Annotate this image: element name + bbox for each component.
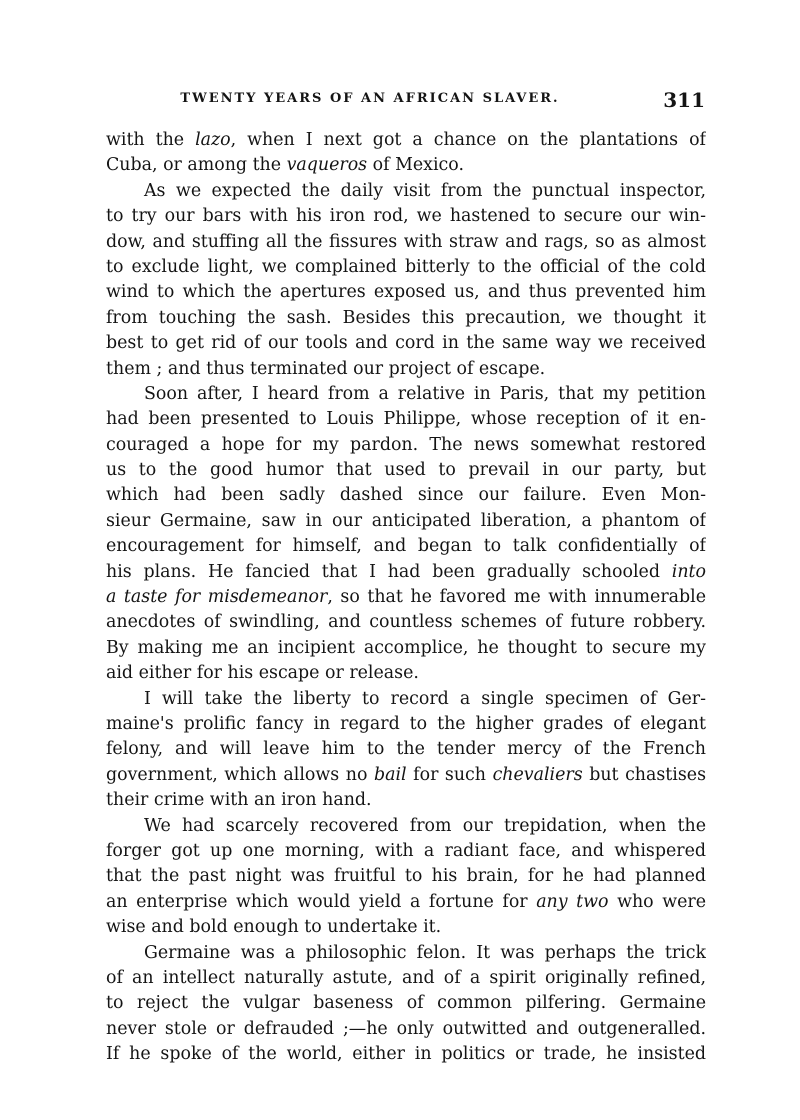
text-line: government, which allows no bail for such chevaliers but chastises <box>106 764 706 785</box>
text-line: sieur Germaine, saw in our anticipated liberation, a phantom of <box>106 510 706 531</box>
text-line: a taste for misdemeanor, so that he favored me with innumerable <box>106 587 706 608</box>
text-line: their crime with an iron hand. <box>106 790 372 811</box>
text-line: from touching the sash. Besides this precaution, we thought it <box>106 307 706 328</box>
text-line: to try our bars with his iron rod, we hastened to secure our win- <box>106 206 706 227</box>
text-line: By making me an incipient accomplice, he thought to secure my <box>106 637 706 658</box>
text-line: never stole or defrauded ;—he only outwitted and outgeneralled. <box>106 1018 706 1039</box>
text-line: to reject the vulgar baseness of common pilfering. Germaine <box>106 993 706 1014</box>
text-line: We had scarcely recovered from our trepidation, when the <box>144 815 706 836</box>
text-line: couraged a hope for my pardon. The news somewhat restored <box>106 434 706 455</box>
text-line: encouragement for himself, and began to talk confidentially of <box>106 536 706 557</box>
text-line: of an intellect naturally astute, and of a spirit originally refined, <box>106 967 706 988</box>
text-line: anecdotes of swindling, and countless schemes of future robbery. <box>106 612 706 633</box>
text-line: had been presented to Louis Philippe, whose reception of it en- <box>106 409 706 430</box>
text-line: As we expected the daily visit from the punctual inspector, <box>144 180 706 201</box>
running-title: TWENTY YEARS OF AN AFRICAN SLAVER. <box>180 91 560 106</box>
text-line: felony, and will leave him to the tender mercy of the French <box>106 739 706 760</box>
text-line: Cuba, or among the vaqueros of Mexico. <box>106 155 464 176</box>
text-line: which had been sadly dashed since our failure. Even Mon- <box>106 485 706 506</box>
page-number: 311 <box>663 88 705 112</box>
text-line: If he spoke of the world, either in politics or trade, he insisted <box>106 1044 706 1065</box>
text-line: his plans. He fancied that I had been gradually schooled into <box>106 561 706 582</box>
text-line: wise and bold enough to undertake it. <box>106 917 442 938</box>
text-line: wind to which the apertures exposed us, and thus prevented him <box>106 282 706 303</box>
text-line: us to the good humor that used to prevail in our party, but <box>106 460 706 481</box>
text-line: to exclude light, we complained bitterly to the official of the cold <box>106 256 706 277</box>
running-head <box>105 88 705 116</box>
text-line: that the past night was fruitful to his brain, for he had planned <box>106 866 706 887</box>
text-line: aid either for his escape or release. <box>106 663 419 684</box>
body-text <box>106 128 706 1108</box>
text-line: with the lazo, when I next got a chance on the plantations of <box>106 130 706 150</box>
text-line: Soon after, I heard from a relative in Paris, that my petition <box>144 383 706 404</box>
text-line: forger got up one morning, with a radiant face, and whispered <box>106 840 706 861</box>
text-line: I will take the liberty to record a single specimen of Ger- <box>144 688 706 709</box>
text-line: dow, and stuffing all the fissures with straw and rags, so as almost <box>106 231 706 252</box>
text-line: them ; and thus terminated our project of escape. <box>106 358 546 379</box>
text-line: maine's prolific fancy in regard to the higher grades of elegant <box>106 713 706 734</box>
text-line: Germaine was a philosophic felon. It was perhaps the trick <box>144 942 706 963</box>
text-line: best to get rid of our tools and cord in the same way we received <box>106 333 706 354</box>
text-line: an enterprise which would yield a fortune for any two who were <box>106 891 706 912</box>
